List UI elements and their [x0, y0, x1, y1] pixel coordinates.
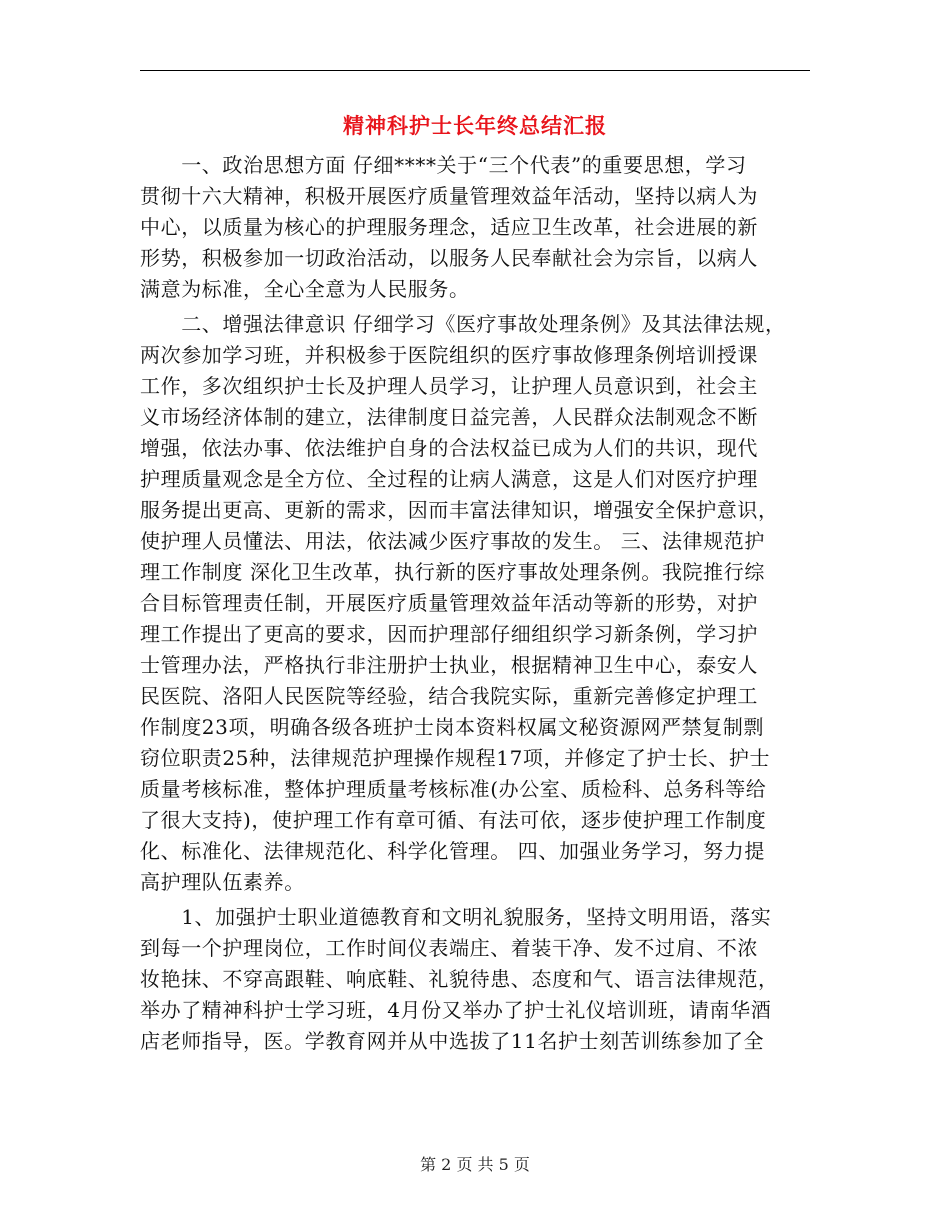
text-line: 士管理办法，严格执行非注册护士执业，根据精神卫生中心，泰安人 — [140, 653, 758, 677]
text-line: 二、增强法律意识 仔细学习《医疗事故处理条例》及其法律法规， — [140, 312, 786, 336]
text-line: 店老师指导，医。学教育网并从中选拔了11名护士刻苦训练参加了全 — [140, 1029, 765, 1053]
text-line: 护理质量观念是全方位、全过程的让病人满意，这是人们对医疗护理 — [140, 467, 758, 491]
text-line: 满意为标准，全心全意为人民服务。 — [140, 277, 470, 301]
text-line: 民医院、洛阳人民医院等经验，结合我院实际，重新完善修定护理工 — [140, 684, 758, 708]
page-footer: 第 2 页 共 5 页 — [420, 1155, 530, 1174]
text-line: 一、政治思想方面 仔细****关于“三个代表”的重要思想，学习 — [140, 153, 747, 177]
text-line: 理工作提出了更高的要求，因而护理部仔细组织学习新条例，学习护 — [140, 622, 758, 646]
text-line: 作制度23项，明确各级各班护士岗本资料权属文秘资源网严禁复制剽 — [140, 715, 765, 739]
paragraph — [140, 150, 812, 305]
text-line: 妆艳抹、不穿高跟鞋、响底鞋、礼貌待患、态度和气、语言法律规范， — [140, 967, 779, 991]
text-line: 中心，以质量为核心的护理服务理念，适应卫生改革，社会进展的新 — [140, 215, 758, 239]
paragraph — [140, 902, 812, 1057]
text-line: 形势，积极参加一切政治活动，以服务人民奉献社会为宗旨，以病人 — [140, 246, 758, 270]
text-line: 举办了精神科护士学习班，4月份又举办了护士礼仪培训班，请南华酒 — [140, 998, 772, 1022]
text-line: 增强，依法办事、依法维护自身的合法权益已成为人们的共识，现代 — [140, 436, 758, 460]
text-line: 理工作制度 深化卫生改革，执行新的医疗事故处理条例。我院推行综 — [140, 560, 765, 584]
paragraph — [140, 309, 812, 898]
document-title: 精神科护士长年终总结汇报 — [343, 114, 607, 138]
text-line: 1、加强护士职业道德教育和文明礼貌服务，坚持文明用语，落实 — [140, 905, 772, 929]
text-line: 义市场经济体制的建立，法律制度日益完善，人民群众法制观念不断 — [140, 405, 758, 429]
text-line: 使护理人员懂法、用法，依法减少医疗事故的发生。 三、法律规范护 — [140, 529, 765, 553]
text-line: 合目标管理责任制，开展医疗质量管理效益年活动等新的形势，对护 — [140, 591, 758, 615]
text-line: 两次参加学习班，并积极参于医院组织的医疗事故修理条例培训授课 — [140, 343, 758, 367]
text-line: 高护理队伍素养。 — [140, 870, 305, 894]
text-line: 到每一个护理岗位，工作时间仪表端庄、着装干净、发不过肩、不浓 — [140, 936, 758, 960]
text-line: 贯彻十六大精神，积极开展医疗质量管理效益年活动，坚持以病人为 — [140, 184, 758, 208]
text-line: 化、标准化、法律规范化、科学化管理。 四、加强业务学习，努力提 — [140, 839, 765, 863]
document-body — [140, 150, 812, 1057]
text-line: 工作，多次组织护士长及护理人员学习，让护理人员意识到，社会主 — [140, 374, 758, 398]
text-line: 了很大支持)，使护理工作有章可循、有法可依，逐步使护理工作制度 — [140, 808, 767, 832]
text-line: 质量考核标准，整体护理质量考核标准(办公室、质检科、总务科等给 — [140, 777, 767, 801]
text-line: 窃位职责25种，法律规范护理操作规程17项，并修定了护士长、护士 — [140, 746, 771, 770]
text-line: 服务提出更高、更新的需求，因而丰富法律知识，增强安全保护意识， — [140, 498, 779, 522]
header-rule — [140, 70, 810, 71]
